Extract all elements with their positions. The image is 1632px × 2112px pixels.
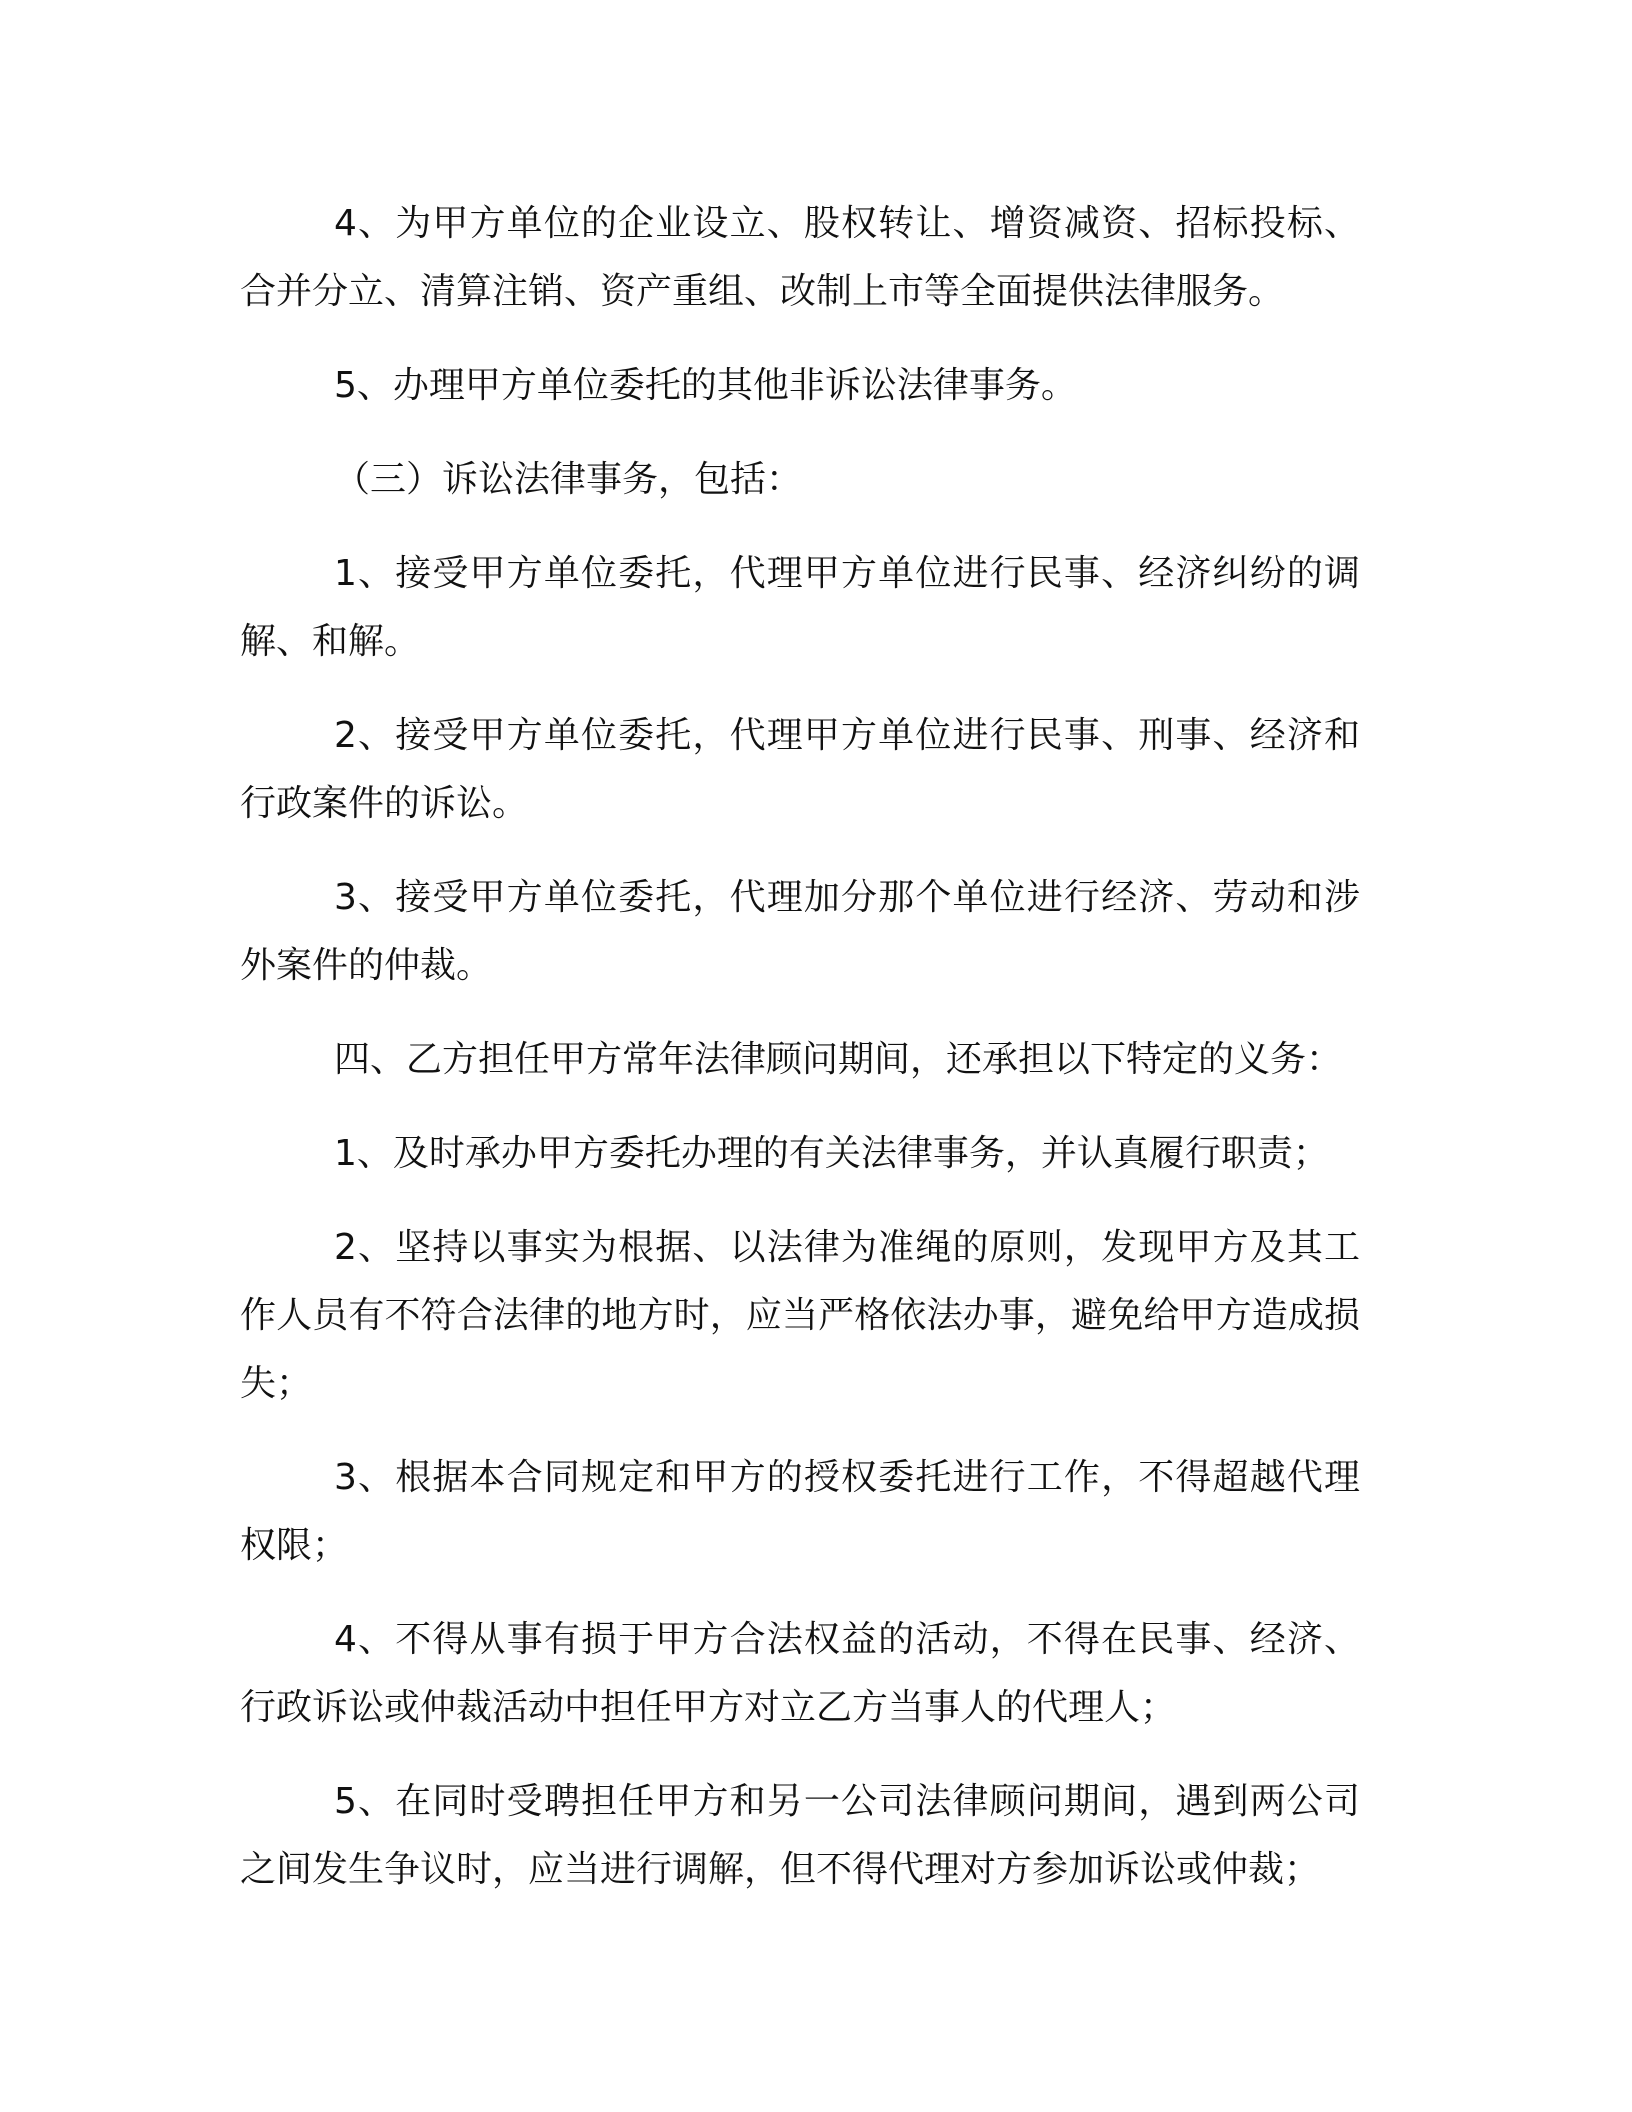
section-heading-obligations: 四、乙方担任甲方常年法律顾问期间，还承担以下特定的义务： [334, 1039, 1343, 1080]
section-heading-litigation: （三）诉讼法律事务，包括： [334, 459, 803, 500]
paragraph-litigation-item-2: 2、接受甲方单位委托，代理甲方单位进行民事、刑事、经济和行政案件的诉讼。 [240, 715, 1360, 824]
paragraph-nonlitigation-item-4: 4、为甲方单位的企业设立、股权转让、增资减资、招标投标、合并分立、清算注销、资产重组、改制上市等全面提供法律服务。 [240, 203, 1360, 312]
paragraph-obligation-item-1: 1、及时承办甲方委托办理的有关法律事务，并认真履行职责； [334, 1133, 1329, 1174]
paragraph-obligation-item-4: 4、不得从事有损于甲方合法权益的活动，不得在民事、经济、行政诉讼或仲裁活动中担任甲方对立乙方当事人的代理人； [240, 1619, 1360, 1728]
paragraph-litigation-item-1: 1、接受甲方单位委托，代理甲方单位进行民事、经济纠纷的调解、和解。 [240, 553, 1360, 662]
paragraph-obligation-item-3: 3、根据本合同规定和甲方的授权委托进行工作，不得超越代理权限； [240, 1457, 1360, 1566]
document-body [240, 190, 1360, 1930]
paragraph-obligation-item-5: 5、在同时受聘担任甲方和另一公司法律顾问期间，遇到两公司之间发生争议时，应当进行调解，但不得代理对方参加诉讼或仲裁； [240, 1781, 1360, 1890]
paragraph-nonlitigation-item-5: 5、办理甲方单位委托的其他非诉讼法律事务。 [334, 365, 1077, 406]
paragraph-obligation-item-2: 2、坚持以事实为根据、以法律为准绳的原则，发现甲方及其工作人员有不符合法律的地方时，应当严格依法办事，避免给甲方造成损失； [240, 1227, 1360, 1404]
paragraph-litigation-item-3: 3、接受甲方单位委托，代理加分那个单位进行经济、劳动和涉外案件的仲裁。 [240, 877, 1360, 986]
